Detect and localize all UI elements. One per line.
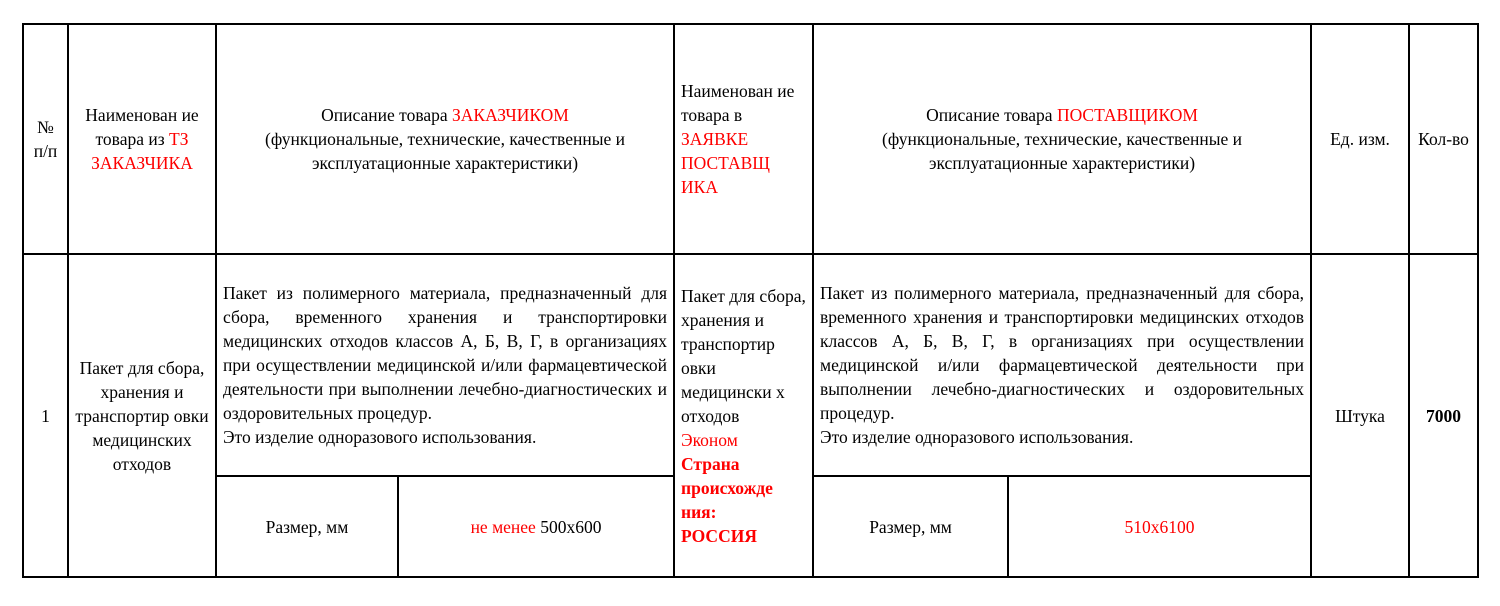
header-cell-customer-name: [68, 24, 216, 254]
cell-supplier-product-name: [674, 254, 813, 577]
cell-qty-value: [1409, 254, 1478, 577]
header-qty-label: Кол-во: [1418, 129, 1469, 149]
row-number: 1: [41, 405, 50, 426]
customer-size-label: Размер, мм: [265, 516, 349, 537]
header-customer-desc-label: Описание товара: [321, 105, 448, 125]
supplier-product-variant: Эконом: [681, 429, 738, 450]
data-row-description: [23, 254, 1478, 476]
supplier-origin-value: РОССИЯ: [681, 525, 757, 546]
header-cell-supplier-name: [674, 24, 813, 254]
supplier-origin-label: Страна происхожде ния:: [681, 453, 773, 522]
customer-size-qualifier: не менее: [470, 516, 536, 537]
customer-product-name: Пакет для сбора, хранения и транспортир овки медицинских отходов: [75, 357, 209, 474]
supplier-description-p2: Это изделие одноразового использования.: [820, 427, 1134, 447]
header-supplier-desc-label: Описание товара: [926, 105, 1053, 125]
header-customer-desc-sub: (функциональные, технические, качественные и эксплуатационные характеристики): [265, 129, 625, 173]
header-supplier-desc-sub: (функциональные, технические, качественные и эксплуатационные характеристики): [882, 129, 1242, 173]
cell-supplier-size-label: [813, 476, 1008, 577]
cell-customer-description: [216, 254, 674, 476]
comparison-table-wrapper: [22, 23, 1477, 578]
header-customer-name-label: Наименован ие товара из: [85, 105, 199, 149]
supplier-size-label: Размер, мм: [869, 516, 952, 537]
header-supplier-name-label: Наименован ие товара в: [681, 81, 795, 125]
product-comparison-table: [22, 23, 1479, 578]
customer-description-p2: Это изделие одноразового использования.: [223, 427, 537, 447]
unit-value: Штука: [1335, 405, 1385, 426]
cell-customer-product-name: [68, 254, 216, 577]
supplier-product-name: Пакет для сбора, хранения и транспортир овки медицински х отходов: [681, 285, 806, 426]
header-unit-label: Ед. изм.: [1330, 129, 1390, 149]
header-cell-customer-desc: [216, 24, 674, 254]
header-customer-desc-red: ЗАКАЗЧИКОМ: [452, 105, 569, 125]
cell-supplier-description: [813, 254, 1311, 476]
header-cell-supplier-desc: [813, 24, 1311, 254]
qty-value: 7000: [1426, 405, 1462, 426]
header-cell-qty: [1409, 24, 1478, 254]
header-row: [23, 24, 1478, 254]
header-supplier-desc-red: ПОСТАВЩИКОМ: [1056, 105, 1198, 125]
supplier-description-p1: Пакет из полимерного материала, предназначенный для сбора, временного хранения и транспортировки медицинских отходов классов А, Б, В, Г, в организациях при осуществлении медицинской и/или фармацевтической деятельности при выполнении лечебно-диагностических и оздоровительных процедур.: [820, 283, 1305, 423]
header-customer-name-red: ТЗ ЗАКАЗЧИКА: [91, 129, 193, 173]
header-num-label: № п/п: [33, 117, 58, 161]
cell-row-number: [23, 254, 68, 577]
header-supplier-desc-line1: [820, 103, 1304, 127]
header-supplier-name-red: ЗАЯВКЕ ПОСТАВЩ ИКА: [681, 129, 770, 197]
header-cell-num: [23, 24, 68, 254]
cell-supplier-size-value: [1008, 476, 1311, 577]
supplier-size-value: 510х6100: [1124, 516, 1195, 537]
header-customer-desc-line1: [223, 103, 667, 127]
cell-unit-value: [1311, 254, 1409, 577]
cell-customer-size-value: [398, 476, 674, 577]
customer-size-value: 500х600: [540, 516, 602, 537]
header-cell-unit: [1311, 24, 1409, 254]
customer-description-p1: Пакет из полимерного материала, предназначенный для сбора, временного хранения и транспортировки медицинских отходов классов А, Б, В, Г, в организациях при осуществлении медицинской и/или фармацевтической деятельности при выполнении лечебно-диагностических и оздоровительных процедур.: [223, 283, 668, 423]
cell-customer-size-label: [216, 476, 398, 577]
